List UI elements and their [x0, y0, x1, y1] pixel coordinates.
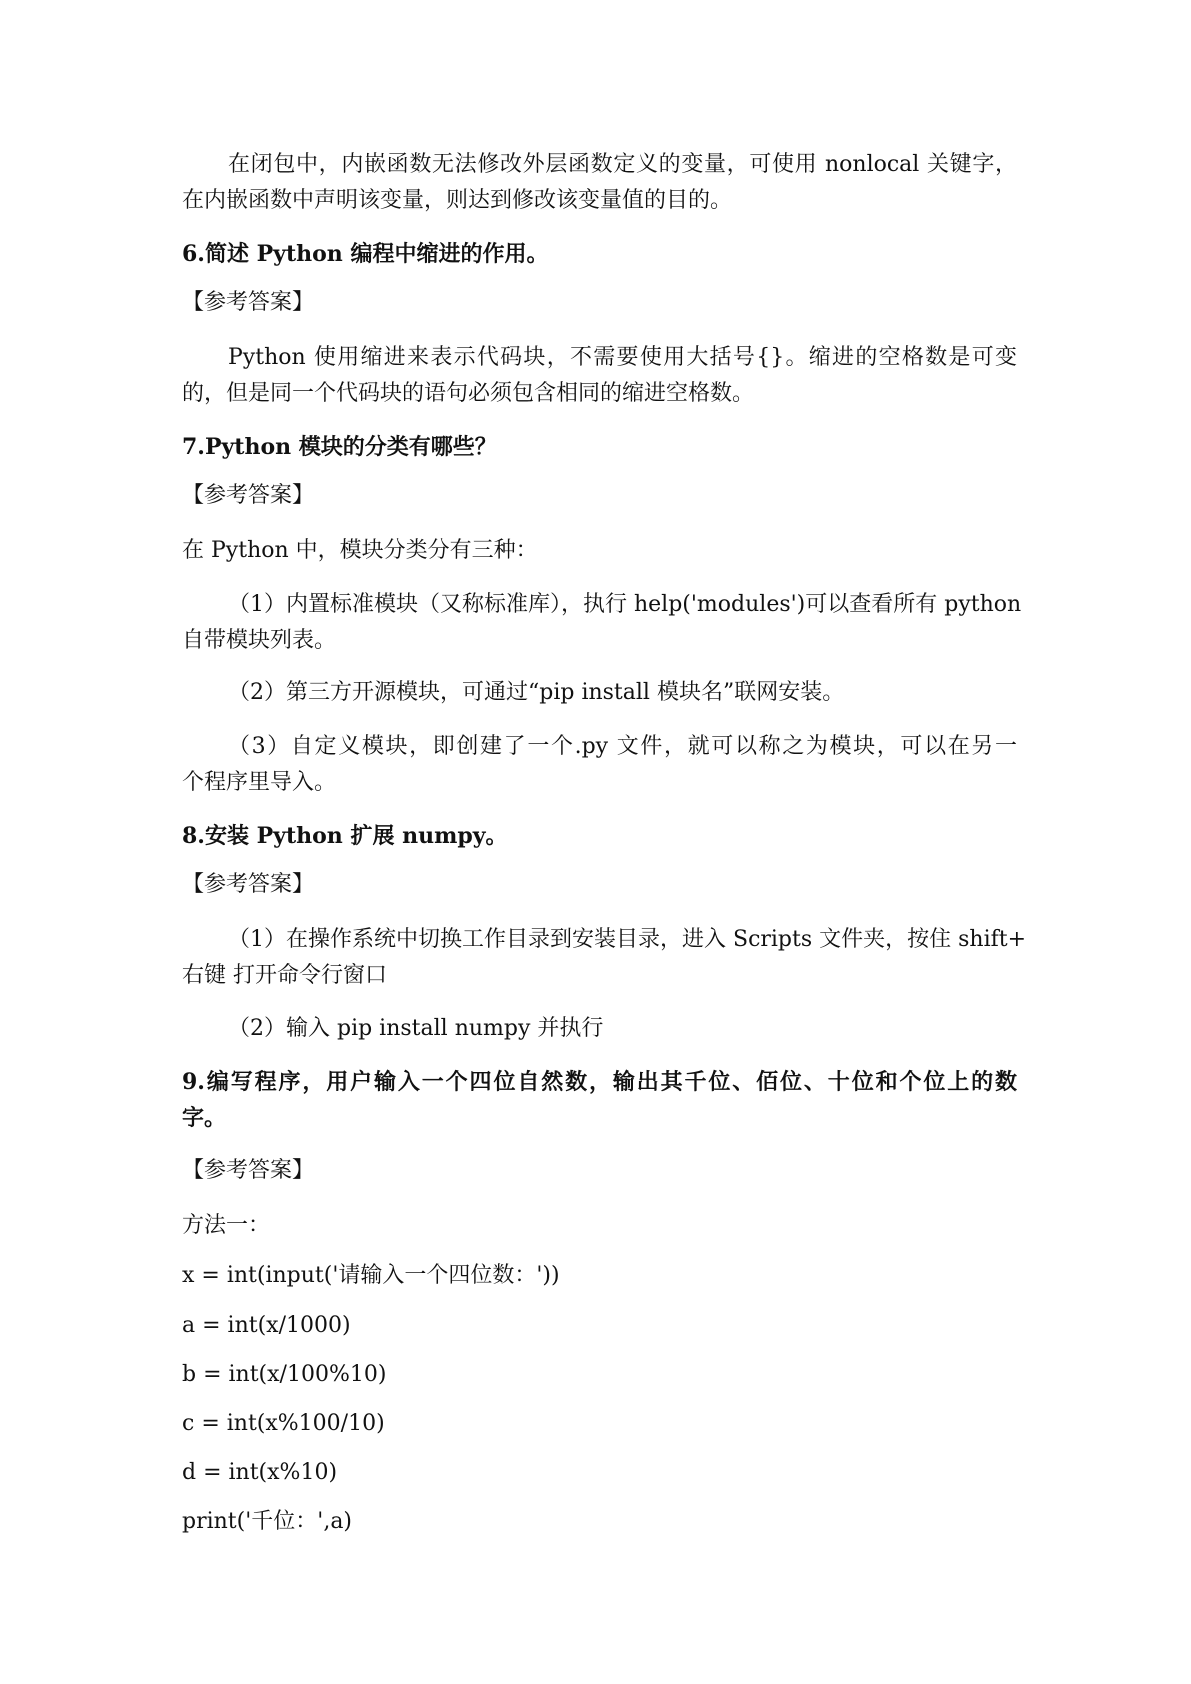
question-7-item-1-line-1: （1）内置标准模块（又称标准库），执行 help('modules')可以查看所有 python	[228, 592, 1022, 617]
code-line: c = int(x%100/10)	[182, 1411, 385, 1436]
question-9-heading-line-2: 字。	[182, 1105, 227, 1131]
question-6-answer-label: 【参考答案】	[182, 290, 315, 315]
question-8-step-2: （2）输入 pip install numpy 并执行	[228, 1016, 604, 1041]
question-7-answer-label: 【参考答案】	[182, 483, 315, 508]
question-7-intro: 在 Python 中，模块分类分有三种：	[182, 538, 538, 563]
code-line: b = int(x/100%10)	[182, 1362, 387, 1387]
code-line: a = int(x/1000)	[182, 1313, 351, 1338]
question-8-step-1-line-2: 右键 打开命令行窗口	[182, 963, 387, 988]
question-7-item-3-line-1: （3）自定义模块，即创建了一个.py 文件，就可以称之为模块，可以在另一	[228, 734, 1017, 759]
closure-paragraph-line-1: 在闭包中，内嵌函数无法修改外层函数定义的变量，可使用 nonlocal 关键字，	[228, 152, 1017, 177]
question-7-item-1-line-2: 自带模块列表。	[182, 628, 337, 653]
code-line: d = int(x%10)	[182, 1460, 338, 1485]
code-line: print('千位：',a)	[182, 1509, 353, 1534]
question-9-answer-label: 【参考答案】	[182, 1158, 315, 1183]
question-8-step-1-line-1: （1）在操作系统中切换工作目录到安装目录，进入 Scripts 文件夹，按住 shift+	[228, 927, 1027, 952]
question-8-heading: 8.安装 Python 扩展 numpy。	[182, 823, 508, 849]
question-6-answer-line-1: Python 使用缩进来表示代码块，不需要使用大括号{}。缩进的空格数是可变	[228, 345, 1017, 370]
question-6-heading: 6.简述 Python 编程中缩进的作用。	[182, 241, 549, 267]
question-7-heading: 7.Python 模块的分类有哪些？	[182, 434, 497, 460]
question-7-item-3-line-2: 个程序里导入。	[182, 770, 337, 795]
question-7-item-2: （2）第三方开源模块，可通过“pip install 模块名”联网安装。	[228, 680, 845, 705]
code-line: x = int(input('请输入一个四位数：'))	[182, 1263, 560, 1288]
question-8-answer-label: 【参考答案】	[182, 872, 315, 897]
question-9-method-label: 方法一：	[182, 1213, 271, 1238]
closure-paragraph-line-2: 在内嵌函数中声明该变量，则达到修改该变量值的目的。	[182, 188, 733, 213]
question-9-heading-line-1: 9.编写程序，用户输入一个四位自然数，输出其千位、佰位、十位和个位上的数	[182, 1069, 1017, 1095]
question-6-answer-line-2: 的，但是同一个代码块的语句必须包含相同的缩进空格数。	[182, 381, 755, 406]
